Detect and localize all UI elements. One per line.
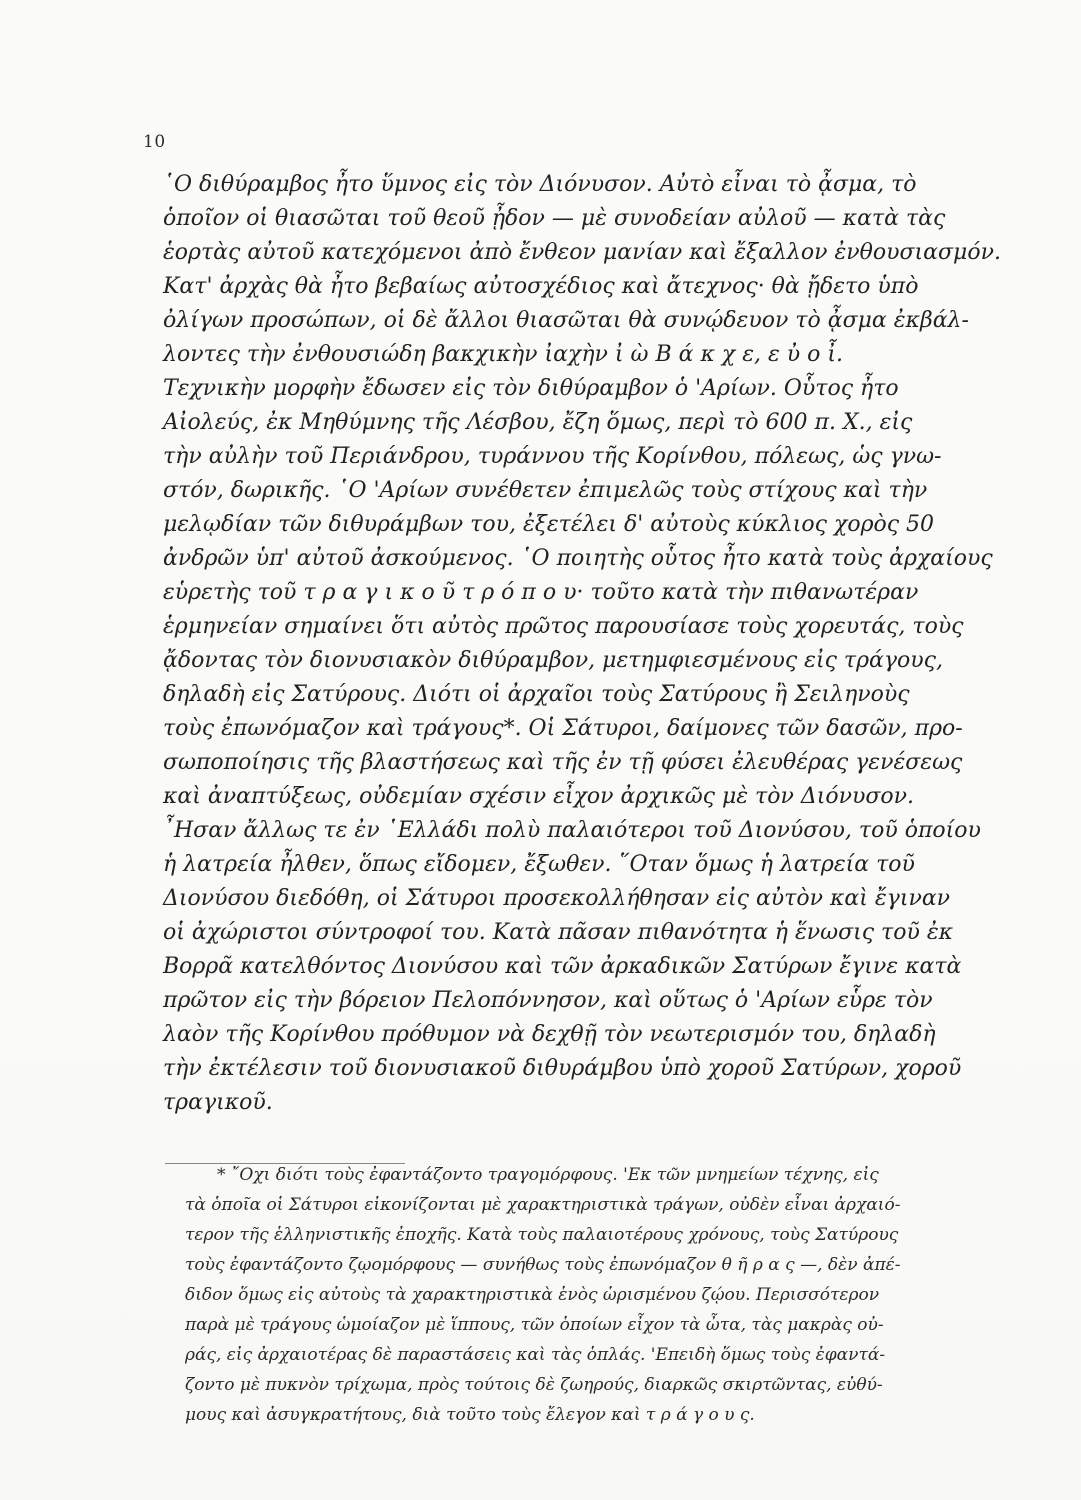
text-line: ἡ λατρεία ἦλθεν, ὅπως εἴδομεν, ἔξωθεν. ῞Οταν ὅμως ἡ λατρεία τοῦ xyxy=(163,852,915,877)
text-line: Τεχνικὴν μορφὴν ἔδωσεν εἰς τὸν διθύραμβον ὁ 'Αρίων. Οὗτος ἦτο xyxy=(163,376,899,401)
text-line: ἑορτὰς αὐτοῦ κατεχόμενοι ἀπὸ ἔνθεον μανίαν καὶ ἔξαλλον ἐνθουσιασμόν. xyxy=(163,240,1001,265)
footnote-line: διδον ὅμως εἰς αὐτοὺς τὰ χαρακτηριστικὰ ἑνὸς ὡρισμένου ζῴου. Περισσότερον xyxy=(185,1285,880,1305)
text-line: Βορρᾶ κατελθόντος Διονύσου καὶ τῶν ἀρκαδικῶν Σατύρων ἔγινε κατὰ xyxy=(163,954,962,979)
footnote-line: τὰ ὁποῖα οἱ Σάτυροι εἰκονίζονται μὲ χαρακτηριστικὰ τράγων, οὐδὲν εἶναι ἀρχαιό- xyxy=(185,1195,901,1215)
text-line: τοὺς ἐπωνόμαζον καὶ τράγους*. Οἱ Σάτυροι, δαίμονες τῶν δασῶν, προ- xyxy=(163,716,963,741)
text-line: στόν, δωρικῆς. ῾Ο 'Αρίων συνέθετεν ἐπιμελῶς τοὺς στίχους καὶ τὴν xyxy=(163,478,928,503)
text-line: καὶ ἀναπτύξεως, οὐδεμίαν σχέσιν εἶχον ἀρχικῶς μὲ τὸν Διόνυσον. xyxy=(163,784,914,809)
text-line: δηλαδὴ εἰς Σατύρους. Διότι οἱ ἀρχαῖοι τοὺς Σατύρους ἢ Σειληνοὺς xyxy=(163,682,910,707)
footnote-block xyxy=(185,1160,1020,1430)
text-line: Διονύσου διεδόθη, οἱ Σάτυροι προσεκολλήθησαν εἰς αὐτὸν καὶ ἔγιναν xyxy=(163,886,951,911)
text-line: τραγικοῦ. xyxy=(163,1090,273,1115)
text-line: Αἰολεύς, ἐκ Μηθύμνης τῆς Λέσβου, ἔζη ὅμως, περὶ τὸ 600 π. Χ., εἰς xyxy=(163,410,913,435)
text-line: εὑρετὴς τοῦ τ ρ α γ ι κ ο ῦ τ ρ ό π ο υ· τοῦτο κατὰ τὴν πιθανωτέραν xyxy=(163,580,919,605)
text-line: ῏Ησαν ἄλλως τε ἐν ῾Ελλάδι πολὺ παλαιότεροι τοῦ Διονύσου, τοῦ ὁποίου xyxy=(163,818,981,843)
text-line: ὀλίγων προσώπων, οἱ δὲ ἄλλοι θιασῶται θὰ συνῴδευον τὸ ᾆσμα ἐκβάλ- xyxy=(163,308,969,333)
text-line: σωποποίησις τῆς βλαστήσεως καὶ τῆς ἐν τῇ φύσει ἐλευθέρας γενέσεως xyxy=(163,750,963,775)
main-text-block xyxy=(163,168,1018,1120)
footnote-line: * ῎Οχι διότι τοὺς ἐφαντάζοντο τραγομόρφους. 'Εκ τῶν μνημείων τέχνης, εἰς xyxy=(217,1165,879,1185)
text-line: ᾄδοντας τὸν διονυσιακὸν διθύραμβον, μετημφιεσμένους εἰς τράγους, xyxy=(163,648,943,673)
footnote-line: παρὰ μὲ τράγους ὡμοίαζον μὲ ἵππους, τῶν ὁποίων εἶχον τὰ ὦτα, τὰς μακρὰς οὐ- xyxy=(185,1315,884,1335)
text-line: ὁποῖον οἱ θιασῶται τοῦ θεοῦ ᾖδον — μὲ συνοδείαν αὐλοῦ — κατὰ τὰς xyxy=(163,206,946,231)
text-line: τὴν αὐλὴν τοῦ Περιάνδρου, τυράννου τῆς Κορίνθου, πόλεως, ὡς γνω- xyxy=(163,444,942,469)
footnote-line: τερον τῆς ἑλληνιστικῆς ἐποχῆς. Κατὰ τοὺς παλαιοτέρους χρόνους, τοὺς Σατύρους xyxy=(185,1225,899,1245)
footnote-line: ράς, εἰς ἀρχαιοτέρας δὲ παραστάσεις καὶ τὰς ὁπλάς. 'Επειδὴ ὅμως τοὺς ἐφαντά- xyxy=(185,1345,886,1365)
text-line: μελῳδίαν τῶν διθυράμβων του, ἐξετέλει δ' αὐτοὺς κύκλιος χορὸς 50 xyxy=(163,512,935,537)
text-line: ἑρμηνείαν σημαίνει ὅτι αὐτὸς πρῶτος παρουσίασε τοὺς χορευτάς, τοὺς xyxy=(163,614,964,639)
footnote-line: μους καὶ ἀσυγκρατήτους, διὰ τοῦτο τοὺς ἔλεγον καὶ τ ρ ά γ ο υ ς. xyxy=(185,1405,755,1425)
text-line: λοντες τὴν ἐνθουσιώδη βακχικὴν ἰαχὴν ἰ ὼ Β ά κ χ ε, ε ὐ ο ἶ. xyxy=(163,342,844,367)
text-line: ῾Ο διθύραμβος ἦτο ὕμνος εἰς τὸν Διόνυσον. Αὐτὸ εἶναι τὸ ᾆσμα, τὸ xyxy=(163,172,917,197)
text-line: ἀνδρῶν ὑπ' αὐτοῦ ἀσκούμενος. ῾Ο ποιητὴς οὗτος ἦτο κατὰ τοὺς ἀρχαίους xyxy=(163,546,993,571)
text-line: πρῶτον εἰς τὴν βόρειον Πελοπόννησον, καὶ οὕτως ὁ 'Αρίων εὗρε τὸν xyxy=(163,988,933,1013)
text-line: οἱ ἀχώριστοι σύντροφοί του. Κατὰ πᾶσαν πιθανότητα ἡ ἕνωσις τοῦ ἐκ xyxy=(163,920,954,945)
text-line: Κατ' ἀρχὰς θὰ ἦτο βεβαίως αὐτοσχέδιος καὶ ἄτεχνος· θὰ ᾔδετο ὑπὸ xyxy=(163,274,919,299)
footnote-line: ζοντο μὲ πυκνὸν τρίχωμα, πρὸς τούτοις δὲ ζωηρούς, διαρκῶς σκιρτῶντας, εὐθύ- xyxy=(185,1375,883,1395)
text-line: λαὸν τῆς Κορίνθου πρόθυμον νὰ δεχθῇ τὸν νεωτερισμόν του, δηλαδὴ xyxy=(163,1022,936,1047)
footnote-line: τοὺς ἐφαντάζοντο ζῳομόρφους — συνήθως τοὺς ἐπωνόμαζον θ ῆ ρ α ς —, δὲν ἀπέ- xyxy=(185,1255,901,1275)
page-number: 10 xyxy=(143,132,166,152)
text-line: τὴν ἐκτέλεσιν τοῦ διονυσιακοῦ διθυράμβου ὑπὸ χοροῦ Σατύρων, χοροῦ xyxy=(163,1056,962,1081)
